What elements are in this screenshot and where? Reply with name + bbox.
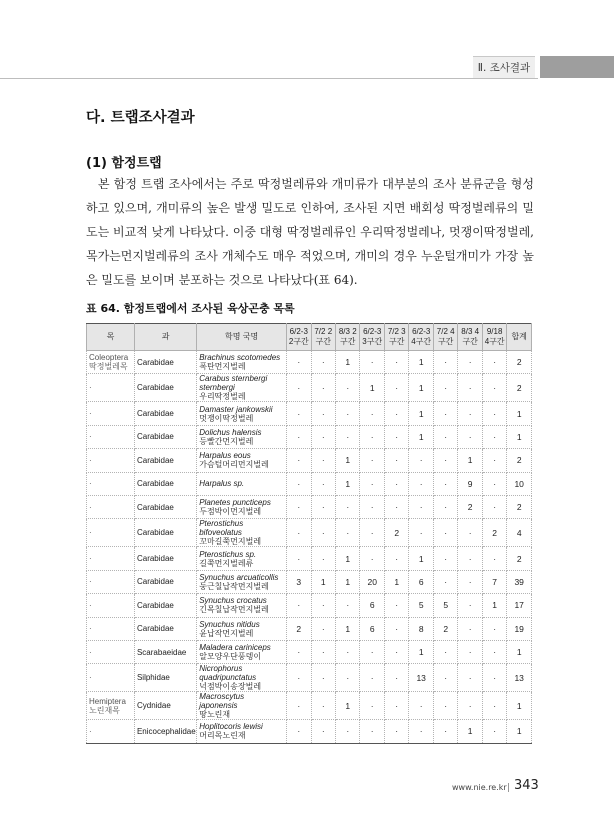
count-cell: ·: [311, 472, 335, 495]
count-cell: ·: [311, 449, 335, 472]
count-cell: ·: [384, 495, 408, 518]
count-cell: ·: [433, 449, 457, 472]
count-cell: ·: [409, 519, 433, 547]
count-cell: ·: [311, 374, 335, 402]
table-row: [87, 640, 532, 663]
count-cell: ·: [384, 692, 408, 720]
count-cell: ·: [311, 402, 335, 425]
count-cell: 6: [360, 594, 384, 617]
total-cell: 1: [507, 692, 532, 720]
family-cell: Carabidae: [134, 472, 196, 495]
scientific-name: Pterostichus bifoveolatus: [199, 519, 244, 538]
table-row: [87, 472, 532, 495]
count-cell: ·: [409, 495, 433, 518]
scientific-name: Maladera cariniceps: [199, 643, 271, 653]
count-cell: 1: [336, 617, 360, 640]
scientific-name: Planetes puncticeps: [199, 498, 271, 508]
count-cell: ·: [336, 402, 360, 425]
count-cell: ·: [482, 402, 506, 425]
scientific-name: Carabus sternbergi sternbergi: [199, 374, 268, 393]
count-cell: 1: [336, 449, 360, 472]
korean-name: 우리딱정벌레: [199, 392, 246, 402]
count-cell: ·: [384, 374, 408, 402]
count-cell: ·: [482, 425, 506, 448]
count-cell: ·: [360, 664, 384, 692]
count-cell: 5: [409, 594, 433, 617]
table-header-cell: 7/2 4구간: [433, 324, 457, 351]
count-cell: ·: [433, 692, 457, 720]
count-cell: ·: [482, 664, 506, 692]
species-cell: [197, 617, 287, 640]
table-header-cell: 6/2-3 2구간: [287, 324, 311, 351]
table-header-cell: 합계: [507, 324, 532, 351]
total-cell: 2: [507, 351, 532, 374]
count-cell: ·: [287, 351, 311, 374]
table-title: 표 64. 함정트랩에서 조사된 육상곤충 목록: [86, 302, 295, 315]
family-cell: Carabidae: [134, 402, 196, 425]
count-cell: 1: [409, 547, 433, 570]
count-cell: ·: [384, 720, 408, 743]
count-cell: ·: [384, 425, 408, 448]
count-cell: ·: [336, 720, 360, 743]
count-cell: ·: [409, 449, 433, 472]
species-cell: [197, 664, 287, 692]
scientific-name: Pterostichus sp.: [199, 549, 257, 559]
order-cell: ·: [87, 519, 135, 547]
table-header-cell: 8/3 2구간: [336, 324, 360, 351]
count-cell: ·: [336, 640, 360, 663]
count-cell: 7: [482, 570, 506, 593]
count-cell: ·: [360, 720, 384, 743]
table-header-row: [87, 324, 532, 351]
count-cell: ·: [360, 519, 384, 547]
family-cell: Carabidae: [134, 617, 196, 640]
count-cell: ·: [458, 425, 482, 448]
korean-name: 폭탄먼지벌레: [199, 362, 246, 372]
count-cell: ·: [360, 640, 384, 663]
count-cell: 1: [311, 570, 335, 593]
count-cell: ·: [336, 374, 360, 402]
count-cell: ·: [360, 402, 384, 425]
count-cell: ·: [409, 692, 433, 720]
count-cell: ·: [360, 692, 384, 720]
count-cell: ·: [384, 402, 408, 425]
count-cell: ·: [433, 640, 457, 663]
header-bar: [540, 56, 614, 78]
count-cell: ·: [384, 664, 408, 692]
count-cell: 1: [336, 472, 360, 495]
count-cell: 1: [409, 374, 433, 402]
table-header-cell: 9/18 4구간: [482, 324, 506, 351]
total-cell: 10: [507, 472, 532, 495]
count-cell: ·: [311, 640, 335, 663]
count-cell: ·: [433, 547, 457, 570]
korean-name: 둥근칠납작먼지벌레: [199, 581, 269, 591]
count-cell: ·: [336, 425, 360, 448]
total-cell: 1: [507, 640, 532, 663]
count-cell: ·: [482, 472, 506, 495]
species-cell: [197, 449, 287, 472]
count-cell: ·: [287, 640, 311, 663]
count-cell: 5: [433, 594, 457, 617]
korean-name: 꼬마길쭉먼지벌레: [199, 537, 262, 547]
count-cell: 2: [458, 495, 482, 518]
table-row: [87, 547, 532, 570]
count-cell: 1: [360, 374, 384, 402]
table-header-cell: 과: [134, 324, 196, 351]
table-body: [87, 351, 532, 744]
order-cell: Coleoptera 딱정벌레목: [87, 351, 135, 374]
count-cell: ·: [409, 720, 433, 743]
order-cell: ·: [87, 374, 135, 402]
korean-name: 가슴털머리먼지벌레: [199, 460, 269, 470]
count-cell: ·: [384, 449, 408, 472]
species-cell: [197, 594, 287, 617]
count-cell: ·: [311, 664, 335, 692]
species-cell: [197, 720, 287, 743]
total-cell: 2: [507, 449, 532, 472]
count-cell: ·: [311, 594, 335, 617]
total-cell: 13: [507, 664, 532, 692]
total-cell: 4: [507, 519, 532, 547]
count-cell: ·: [433, 720, 457, 743]
count-cell: 1: [458, 720, 482, 743]
total-cell: 2: [507, 495, 532, 518]
species-cell: [197, 351, 287, 374]
count-cell: ·: [360, 351, 384, 374]
species-cell: [197, 570, 287, 593]
table-row: [87, 495, 532, 518]
family-cell: Carabidae: [134, 519, 196, 547]
count-cell: ·: [384, 617, 408, 640]
table-header-cell: 6/2-3 4구간: [409, 324, 433, 351]
count-cell: ·: [360, 472, 384, 495]
species-cell: [197, 547, 287, 570]
count-cell: ·: [458, 374, 482, 402]
count-cell: ·: [336, 519, 360, 547]
table-row: [87, 402, 532, 425]
table-header-cell: 6/2-3 3구간: [360, 324, 384, 351]
total-cell: 2: [507, 547, 532, 570]
count-cell: ·: [287, 692, 311, 720]
count-cell: ·: [287, 594, 311, 617]
count-cell: 1: [409, 402, 433, 425]
species-cell: [197, 519, 287, 547]
count-cell: ·: [433, 472, 457, 495]
count-cell: ·: [433, 495, 457, 518]
count-cell: ·: [433, 402, 457, 425]
count-cell: ·: [287, 519, 311, 547]
table-header-cell: 8/3 4구간: [458, 324, 482, 351]
count-cell: ·: [384, 594, 408, 617]
species-cell: [197, 472, 287, 495]
total-cell: 1: [507, 425, 532, 448]
family-cell: Carabidae: [134, 570, 196, 593]
count-cell: ·: [433, 374, 457, 402]
count-cell: ·: [433, 351, 457, 374]
table-row: [87, 617, 532, 640]
count-cell: ·: [458, 594, 482, 617]
family-cell: Carabidae: [134, 594, 196, 617]
count-cell: ·: [458, 547, 482, 570]
count-cell: 2: [482, 519, 506, 547]
order-cell: ·: [87, 402, 135, 425]
order-cell: ·: [87, 425, 135, 448]
count-cell: 9: [458, 472, 482, 495]
count-cell: ·: [311, 692, 335, 720]
count-cell: 1: [384, 570, 408, 593]
table-header-cell: 7/2 2구간: [311, 324, 335, 351]
table-header-cell: 학명 국명: [197, 324, 287, 351]
korean-name: 멋쟁이딱정벌레: [199, 413, 254, 423]
count-cell: ·: [458, 664, 482, 692]
count-cell: ·: [336, 495, 360, 518]
species-cell: [197, 692, 287, 720]
subsection-title: (1) 함정트랩: [86, 156, 162, 171]
count-cell: ·: [433, 425, 457, 448]
count-cell: ·: [482, 374, 506, 402]
total-cell: 17: [507, 594, 532, 617]
table-row: [87, 720, 532, 743]
order-cell: Hemiptera 노린재목: [87, 692, 135, 720]
count-cell: ·: [458, 617, 482, 640]
family-cell: Scarabaeidae: [134, 640, 196, 663]
count-cell: 20: [360, 570, 384, 593]
count-cell: ·: [287, 720, 311, 743]
table-row: [87, 692, 532, 720]
table-header-cell: 7/2 3구간: [384, 324, 408, 351]
family-cell: Carabidae: [134, 425, 196, 448]
korean-name: 긴목칠납작먼지벌레: [199, 605, 269, 615]
count-cell: ·: [287, 495, 311, 518]
count-cell: ·: [433, 570, 457, 593]
table-header-cell: 목: [87, 324, 135, 351]
count-cell: 1: [336, 570, 360, 593]
table-row: [87, 449, 532, 472]
korean-name: 길쭉먼지벌레류: [199, 558, 254, 568]
order-cell: ·: [87, 570, 135, 593]
count-cell: ·: [458, 351, 482, 374]
family-cell: Enicocephalidae: [134, 720, 196, 743]
species-cell: [197, 495, 287, 518]
species-cell: [197, 425, 287, 448]
page-number: 343: [514, 778, 539, 793]
family-cell: Cydnidae: [134, 692, 196, 720]
scientific-name: Nicrophorus quadripunctatus: [199, 664, 257, 683]
table-row: [87, 425, 532, 448]
count-cell: ·: [482, 547, 506, 570]
scientific-name: Hoplitocoris lewisi: [199, 722, 263, 732]
order-cell: ·: [87, 449, 135, 472]
count-cell: ·: [311, 617, 335, 640]
section-title: 다. 트랩조사결과: [86, 110, 195, 126]
order-cell: ·: [87, 594, 135, 617]
family-cell: Carabidae: [134, 547, 196, 570]
scientific-name: Synuchus arcuaticollis: [199, 572, 279, 582]
count-cell: ·: [287, 402, 311, 425]
count-cell: 1: [409, 640, 433, 663]
order-cell: ·: [87, 720, 135, 743]
order-cell: ·: [87, 640, 135, 663]
count-cell: 1: [458, 449, 482, 472]
count-cell: ·: [384, 547, 408, 570]
count-cell: ·: [360, 495, 384, 518]
chapter-header: Ⅱ. 조사결과: [473, 56, 535, 79]
count-cell: ·: [433, 664, 457, 692]
count-cell: ·: [482, 449, 506, 472]
count-cell: 2: [287, 617, 311, 640]
family-cell: Carabidae: [134, 351, 196, 374]
count-cell: 3: [287, 570, 311, 593]
footer-separator: [508, 783, 509, 792]
scientific-name: Synuchus nitidus: [199, 619, 260, 629]
table-row: [87, 594, 532, 617]
header-rule: [0, 78, 538, 79]
korean-name: 등빨간먼지벌레: [199, 436, 254, 446]
scientific-name: Synuchus crocatus: [199, 596, 267, 606]
count-cell: 1: [336, 547, 360, 570]
count-cell: 1: [409, 425, 433, 448]
count-cell: ·: [458, 692, 482, 720]
order-cell: ·: [87, 547, 135, 570]
count-cell: ·: [482, 640, 506, 663]
count-cell: 6: [409, 570, 433, 593]
table-row: [87, 570, 532, 593]
scientific-name: Macroscytus japonensis: [199, 692, 245, 711]
count-cell: ·: [287, 374, 311, 402]
count-cell: ·: [287, 449, 311, 472]
order-cell: ·: [87, 495, 135, 518]
family-cell: Silphidae: [134, 664, 196, 692]
count-cell: ·: [458, 519, 482, 547]
count-cell: ·: [482, 617, 506, 640]
count-cell: ·: [409, 472, 433, 495]
count-cell: 13: [409, 664, 433, 692]
count-cell: ·: [311, 547, 335, 570]
count-cell: ·: [384, 351, 408, 374]
species-cell: [197, 640, 287, 663]
count-cell: ·: [384, 472, 408, 495]
body-paragraph: 본 함정 트랩 조사에서는 주로 딱정벌레류와 개미류가 대부분의 조사 분류군을 형성하고 있으며, 개미류의 높은 발생 밀도로 인하여, 조사된 지면 배회성 딱정벌레류의 밀도는 비교적 낮게 나타났다. 이중 대형 딱정벌레류인 우리딱정벌레나, 멋쟁이딱정벌레, 목가는먼지벌레류의 조사 개체수도 매우 적었으며, 개미의 경우 누운털개미가 가장 높은 밀도를 보이며 분포하는 것으로 나타났다(표 64).: [86, 177, 534, 287]
korean-name: 땅노린재: [199, 710, 231, 720]
species-cell: [197, 402, 287, 425]
count-cell: 8: [409, 617, 433, 640]
total-cell: 1: [507, 720, 532, 743]
korean-name: 머리목노린재: [199, 731, 246, 741]
total-cell: 39: [507, 570, 532, 593]
count-cell: ·: [458, 570, 482, 593]
scientific-name: Damaster jankowskii: [199, 404, 273, 414]
count-cell: ·: [482, 692, 506, 720]
insect-table: [86, 323, 532, 744]
korean-name: 두점박이먼지벌레: [199, 507, 262, 517]
count-cell: 2: [384, 519, 408, 547]
korean-name: 윤납작먼지벌레: [199, 628, 254, 638]
total-cell: 2: [507, 374, 532, 402]
count-cell: ·: [458, 402, 482, 425]
count-cell: ·: [458, 640, 482, 663]
family-cell: Carabidae: [134, 374, 196, 402]
count-cell: ·: [384, 640, 408, 663]
count-cell: 2: [433, 617, 457, 640]
count-cell: ·: [311, 351, 335, 374]
order-cell: ·: [87, 664, 135, 692]
korean-name: 넉점박이송장벌레: [199, 682, 262, 692]
count-cell: ·: [287, 547, 311, 570]
count-cell: ·: [311, 495, 335, 518]
count-cell: 1: [482, 594, 506, 617]
count-cell: ·: [287, 472, 311, 495]
count-cell: ·: [287, 425, 311, 448]
family-cell: Carabidae: [134, 495, 196, 518]
count-cell: ·: [336, 594, 360, 617]
count-cell: ·: [287, 664, 311, 692]
table-row: [87, 351, 532, 374]
total-cell: 1: [507, 402, 532, 425]
count-cell: ·: [482, 720, 506, 743]
count-cell: 1: [409, 351, 433, 374]
count-cell: ·: [360, 425, 384, 448]
scientific-name: Dolichus halensis: [199, 427, 262, 437]
scientific-name: Harpalus eous: [199, 451, 251, 461]
scientific-name: Brachinus scotomedes: [199, 353, 281, 363]
scientific-name: Harpalus sp.: [199, 479, 245, 489]
count-cell: ·: [311, 720, 335, 743]
count-cell: ·: [482, 495, 506, 518]
table-row: [87, 519, 532, 547]
count-cell: ·: [336, 664, 360, 692]
footer-site: www.nie.re.kr: [452, 783, 507, 792]
count-cell: 6: [360, 617, 384, 640]
table-row: [87, 664, 532, 692]
table-row: [87, 374, 532, 402]
count-cell: ·: [360, 547, 384, 570]
count-cell: ·: [311, 519, 335, 547]
count-cell: 1: [336, 351, 360, 374]
count-cell: ·: [433, 519, 457, 547]
count-cell: ·: [360, 449, 384, 472]
count-cell: 1: [336, 692, 360, 720]
order-cell: ·: [87, 617, 135, 640]
species-cell: [197, 374, 287, 402]
count-cell: ·: [482, 351, 506, 374]
korean-name: 알모양우단풍뎅이: [199, 652, 262, 662]
total-cell: 19: [507, 617, 532, 640]
order-cell: ·: [87, 472, 135, 495]
count-cell: ·: [311, 425, 335, 448]
family-cell: Carabidae: [134, 449, 196, 472]
